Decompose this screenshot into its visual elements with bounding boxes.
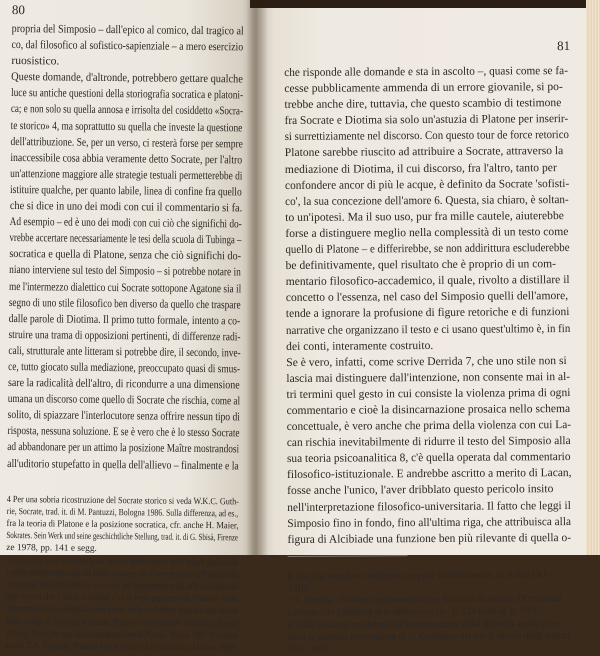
text-line: confondere ancor di più le acque, è definito da Socrate 'sofisti-: [284, 176, 570, 192]
background-top: [250, 0, 600, 8]
text-line: inaccessibile cosa abbia veramente detto Socrate, per l'altro: [10, 150, 243, 167]
text-line: concettuale, è vero anche che prima della violenza con cui La-: [286, 418, 572, 434]
text-line: ce, tutto giocato sulla mediazione, preoccupato quasi di smus-: [8, 359, 241, 376]
text-line: co', la sua concezione dell'amore 6. Questa, sia chiaro, è soltan-: [285, 192, 569, 208]
right-body-text: [284, 63, 575, 548]
text-line: narrative che organizzano il testo e ci usano quest'ultimo è, in fin: [285, 321, 571, 337]
text-line: dell'attribuzione. Se, per un verso, ci resterà forse per sempre: [10, 134, 243, 151]
footnote-line: dano le puntuali osservazioni di G. Cambiano nel suo Il ritorno degli antichi,: [288, 630, 573, 643]
text-line: filosofico-istituzionale. E andrebbe ascritto a merito di Lacan,: [286, 466, 572, 482]
footnote-line: ricercato nel fondo nelle dottrine non scritte, nell'insegnamento orale, nelle considerazioni: [5, 580, 238, 593]
text-line: mediazione di Diotima, il cui discorso, fra l'altro, tanto per: [284, 160, 557, 176]
text-line: Platone sarebbe riuscito ad attribuire a Socrate, attraverso la: [284, 144, 564, 160]
right-page: [254, 6, 590, 656]
text-line: un'attenzione maggiore alle strategie testuali permetterebbe di: [10, 166, 243, 183]
left-page: [0, 0, 262, 654]
footnote-line: fra la teoria di Platone e la posizione socratica, cfr. anche H. Maier,: [6, 519, 239, 532]
text-line: me l'intermezzo dialettico cui Socrate sottopone Agatone sia il: [8, 279, 242, 295]
text-line: niano interviene sul testo del Simposio – si potrebbe notare in: [9, 263, 241, 279]
text-line: ad abbandonare per un attimo la posizione Maître mostrandosi: [7, 440, 240, 456]
text-line: to un'ipotesi. Ma il suo uso, pur fra mille cautele, aiuterebbe: [285, 208, 564, 224]
footnote-rule: [288, 555, 408, 557]
left-body-text: [7, 21, 248, 474]
footnote-line: 5 Che, come si sa, prendendo sul serio le affermazioni delle lettere platoniche: [6, 555, 239, 569]
text-line: propria del Simposio – dall'epico al comico, dal tragico al: [11, 21, 244, 38]
footnote-line: 1984; G. Reale, Per una nuova interpretazione di Platone, Milano 1987. Si vedano: [5, 628, 238, 642]
text-line: struire una trama di opposizioni pertinenti, di differenze radi-: [8, 327, 241, 344]
text-line: Se è vero, infatti, come scrive Derrida 7, che uno stile non si: [286, 353, 567, 369]
text-line: quello di Platone – e differirebbe, se non addirittura escluderebbe: [285, 241, 570, 257]
text-line: ruosistico.: [11, 54, 60, 68]
text-line: che risponde alle domande e sta in ascolto –, quasi come se fa-: [284, 64, 568, 79]
footnote-line: VIII).: [287, 583, 310, 595]
footnote-line: Sokrates. Sein Werk und seine geschichtliche Stellung, trad. it. di G. Sbisà, Firenze: [6, 531, 239, 544]
footnote-line: Sulla scuola di Tubinga: K.Gaiser, Platone come scrittore filosofico, Napoli: [5, 616, 238, 630]
page-number-left: 80: [11, 2, 25, 18]
text-line: be definitivamente, quel risultato che è proprio di un com-: [285, 257, 557, 273]
page-edges: [586, 0, 600, 555]
footnote-line: anti-scritti del Fedro, sostiene che il vero pensiero di Platone vada: [5, 592, 238, 605]
text-line: fosse anche l'unico, l'aver dribblato questo pericolo insito: [287, 482, 554, 498]
text-line: si surrettiziamente nel discorso. Con questo tour de force retorico: [284, 128, 569, 144]
text-line: commentario e cioè la disincarnazione prosaica nello schema: [286, 401, 571, 417]
text-line: cesse pubblicamente ammenda di un errore giovanile, si po-: [284, 80, 563, 96]
text-line: sua teoria psicoanalitica 8, c'è quella operata dal commentario: [286, 450, 571, 466]
text-line: cali, strutturale ante litteram si potrebbe dire, il secondo, inve-: [8, 343, 241, 360]
text-line: luce su antiche questioni della storiografia socratica e platoni-: [10, 86, 244, 102]
left-footnotes: [5, 494, 243, 655]
text-line: socratica e quella di Platone, senza che ciò significhi do-: [9, 247, 242, 263]
text-line: lascia mai distinguere dall'intenzione, non consente mai in al-: [286, 369, 571, 385]
text-line: all'uditorio stupefatto in quella dell'allievo – finalmente e la: [7, 456, 239, 472]
footnote-line: ze 1978, pp. 141 e segg.: [6, 543, 97, 555]
footnote-line: anche T.A. Szlezák, Platone e la scrittura della filosofia, Milano 1989.: [5, 641, 238, 654]
footnote-line: Levinas», in L'écriture et la différence, cit., p. 124 (trad. it. p. 105).: [287, 606, 540, 619]
right-page-content: [284, 38, 576, 656]
text-line: Queste domande, d'altronde, potrebbero gettare qualche: [11, 70, 243, 86]
right-footnotes: [288, 569, 577, 656]
footnote-line: 8 Sulle forzature moderne nell'interpretazione della filosofia antica si ve-: [288, 618, 562, 631]
text-line: fra Socrate e Diotima sia solo un'astuzia di Platone per inserir-: [284, 112, 569, 128]
left-page-content: [5, 2, 248, 655]
footnote-line: 4 Per una sobria ricostruzione del Socrate storico si veda W.K.C. Guth-: [6, 494, 239, 508]
text-line: can rischia inevitabilmente di ridurre il testo del Simposio alla: [286, 434, 571, 450]
text-line: nell'interpretazione filosofico-universitaria. Il fatto che leggi il: [287, 498, 571, 514]
footnote-line: ricercato nel solo insegnamento orale, nelle cosiddette dottrine non scritte: [5, 604, 239, 617]
text-line: Simposio fino in fondo, fino all'ultima riga, che attribuisca alla: [287, 514, 571, 530]
text-line: concetto o l'essenza, nel caso del Simposio quelli dell'amore,: [285, 289, 569, 305]
text-line: ca; e non solo su quella annosa e irrisolta del cosiddetto «Socra-: [10, 102, 244, 118]
text-line: vrebbe accertare necessariamente le tesi della scuola di Tubinga –: [9, 231, 242, 247]
text-line: co, dal filosofico al sofistico-sapienziale – a mero esercizio: [11, 38, 244, 54]
text-line: solito, di spiazzare l'interlocutore senza offrire nessun tipo di: [7, 408, 240, 424]
text-line: figura di Alcibiade una funzione ben più rilevante di quella o-: [287, 530, 572, 546]
footnote-line: 6 Tesi che verrebbe confermata, seppur indirettamente, da Robin (XX-: [287, 569, 553, 582]
text-line: umana un discorso come quello di Socrate che rischia, come al: [7, 392, 241, 408]
text-line: che si dice in uno dei modi con cui il commentario si fa.: [9, 199, 243, 215]
page-number-right: 81: [556, 38, 571, 54]
text-line: forse a distinguere meglio nella complessità di un testo come: [285, 224, 569, 240]
text-line: risposta, nessuna soluzione. E se è vero che è lo stesso Socrate: [7, 424, 240, 440]
footnote-line: e quella autotestimonianza del Fedro, sostiene che il vero pensiero di Platone vada: [5, 567, 239, 581]
text-line: dei conti, interamente costruito.: [286, 338, 434, 353]
footnote-line: rie, Socrate, trad. it. di M. Pantuzzi, Bologna 1986. Sulla differenza, ad es.,: [6, 506, 239, 520]
text-line: sare la radicalità dell'altro, di ricondurre a una dimensione: [7, 376, 240, 392]
text-line: trebbe anche dire, tuttavia, che questo scambio di testimone: [284, 96, 562, 112]
text-line: tende a ignorare la profusione di figure retoriche e di funzioni: [285, 305, 570, 321]
text-line: Ad esempio – ed è uno dei modi con cui ciò che significhi do-: [9, 215, 242, 231]
text-line: tri termini quel gesto in cui consiste la violenza prima di ogni: [286, 385, 571, 401]
text-line: te storico» 4, ma soprattutto su quella che investe la questione: [10, 118, 243, 134]
text-line: dalle parole di Diotima. Il primo tutto formale, intento a co-: [8, 311, 241, 328]
text-line: mentario filosofico-accademico, il quale, rivolto a distillare il: [285, 273, 570, 289]
text-line: segno di uno stile filosofico ben diverso da quello che traspare: [8, 295, 241, 312]
text-line: istituire qualche, per quanto labile, linea di confine fra quello: [9, 182, 242, 199]
footnote-line: 7 J. Derrida, «Violence et métaphysique. Essai sur la pensée d'Emmanuel: [287, 594, 563, 607]
footnote-line: Bari 1988.: [288, 644, 328, 656]
